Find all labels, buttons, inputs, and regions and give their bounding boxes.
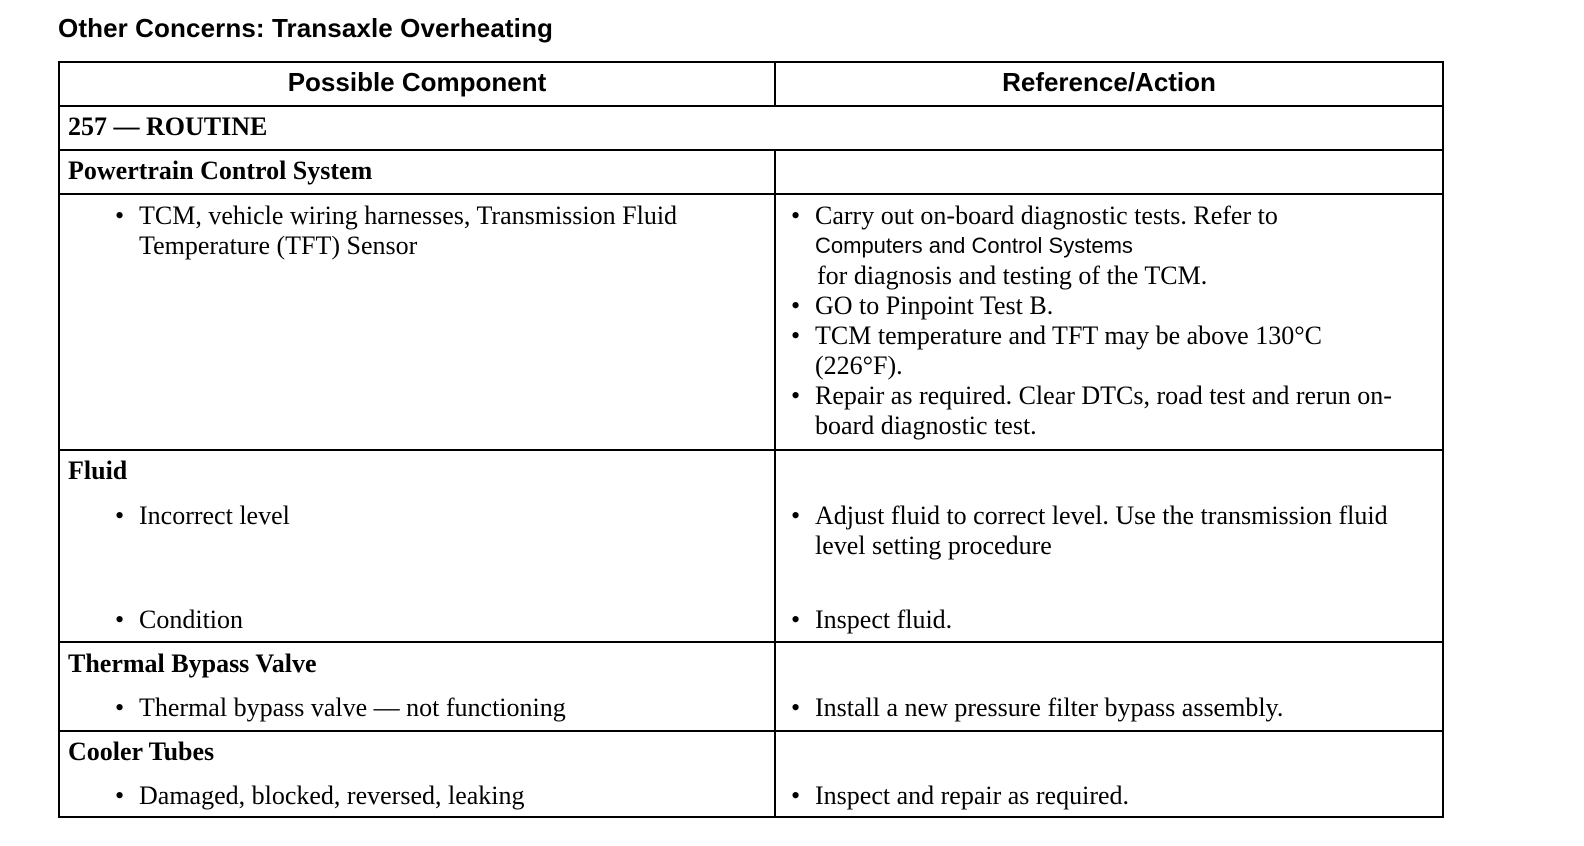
action-text: Inspect and repair as required. <box>815 781 1130 810</box>
action-text: Carry out on-board diagnostic tests. Refer to <box>815 201 1278 230</box>
row-divider <box>60 641 1442 643</box>
bullet-icon: • <box>791 381 801 410</box>
diagnostic-table <box>58 61 1444 818</box>
header-divider <box>60 105 1442 107</box>
bullet-icon: • <box>115 201 125 230</box>
bullet-icon: • <box>791 291 801 320</box>
bullet-icon: • <box>115 781 125 810</box>
component-text: Thermal bypass valve — not functioning <box>139 693 566 722</box>
action-text: Inspect fluid. <box>815 605 953 634</box>
list-item <box>791 321 1395 381</box>
bullet-icon: • <box>791 501 801 530</box>
action-text: for diagnosis and testing of the TCM. <box>817 261 1208 290</box>
column-divider <box>774 151 776 818</box>
list-item <box>115 693 759 723</box>
component-text: Damaged, blocked, reversed, leaking <box>139 781 525 810</box>
component-text: Condition <box>139 605 244 634</box>
component-text: TCM, vehicle wiring harnesses, Transmission Fluid Temperature (TFT) Sensor <box>139 201 678 260</box>
header-possible-component: Possible Component <box>287 67 547 97</box>
list-item <box>791 501 1415 561</box>
reference-link-computers[interactable]: Computers and Control Systems <box>815 233 1133 258</box>
bullet-icon: • <box>791 321 801 350</box>
list-item <box>791 605 1415 635</box>
action-text: GO to Pinpoint Test B. <box>815 291 1054 320</box>
bullet-icon: • <box>115 501 125 530</box>
list-item <box>791 291 1435 321</box>
bullet-icon: • <box>115 693 125 722</box>
list-item <box>791 381 1435 441</box>
action-text: Install a new pressure filter bypass assembly. <box>815 693 1284 722</box>
list-item <box>791 781 1435 811</box>
row-divider <box>60 149 1442 151</box>
component-text: Incorrect level <box>139 501 290 530</box>
bullet-icon: • <box>791 605 801 634</box>
header-reference-action: Reference/Action <box>1002 67 1216 97</box>
action-text: Adjust fluid to correct level. Use the transmission fluid level setting procedure <box>815 501 1388 560</box>
list-item <box>115 201 739 261</box>
list-item <box>791 201 1435 291</box>
list-item <box>115 501 739 531</box>
section-title-thermal: Thermal Bypass Valve <box>68 649 317 678</box>
bullet-icon: • <box>115 605 125 634</box>
routine-label: 257 — ROUTINE <box>68 112 268 141</box>
list-item <box>115 605 739 635</box>
page-title: Other Concerns: Transaxle Overheating <box>58 13 553 43</box>
bullet-icon: • <box>791 201 801 230</box>
section-title-powertrain: Powertrain Control System <box>68 156 373 185</box>
row-divider <box>60 449 1442 451</box>
row-divider <box>60 193 1442 195</box>
list-item <box>791 693 1435 723</box>
section-title-fluid: Fluid <box>68 456 128 485</box>
action-text: TCM temperature and TFT may be above 130°C (226°F). <box>815 321 1322 380</box>
action-text: Repair as required. Clear DTCs, road test and rerun on-board diagnostic test. <box>815 381 1392 440</box>
bullet-icon: • <box>791 781 801 810</box>
section-title-cooler: Cooler Tubes <box>68 737 215 766</box>
bullet-icon: • <box>791 693 801 722</box>
row-divider <box>60 730 1442 732</box>
list-item <box>115 781 759 811</box>
